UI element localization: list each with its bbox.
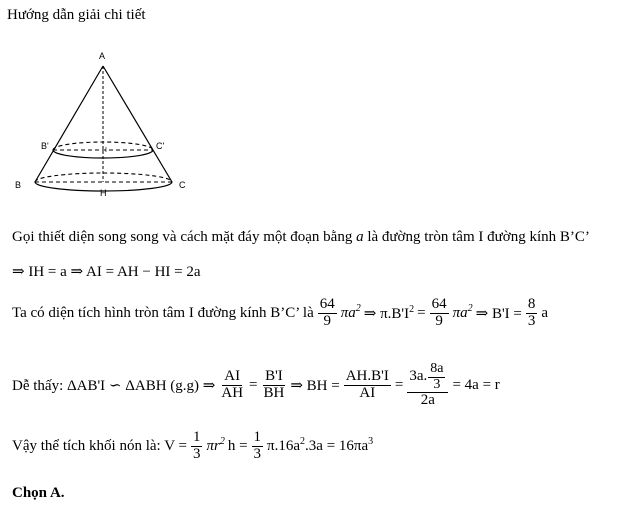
line4-f1-den: AH [221,385,244,402]
label-b: B [15,180,22,190]
cone-figure [0,38,210,203]
line4-f2-num: B'I [265,368,283,385]
line5-f2-num: 1 [253,429,262,445]
line4-f4-inner-num: 8a [430,361,444,376]
line5-exp: 2 [219,435,225,447]
statement-line-2: ⇒ IH = a ⇒ AI = AH − HI = 2a [12,264,201,280]
statement-line-5 [12,430,373,463]
label-a: A [99,51,106,61]
line5-mid2: π.16a [267,437,301,454]
line3-frac3-num: 8 [527,296,536,312]
cone-side-left [35,66,103,182]
label-i: I [105,147,107,154]
line3-frac3-den: 3 [527,312,536,329]
line4-f2-den: BH [263,385,285,402]
line3-frac1-den: 9 [323,312,332,329]
line3-frac-1 [318,297,337,330]
line3-frac1-num: 64 [319,296,335,312]
line3-frac2-den: 9 [435,312,443,329]
line5-mid1: πr [206,437,220,454]
line4-f4-num-pre: 3a. [409,368,428,385]
line4-eq1: = [249,377,258,394]
label-h: H [100,188,107,198]
statement-line-1 [12,229,590,246]
line4-frac-4 [407,362,448,409]
line4-frac-2 [262,369,287,402]
line4-f4-num [407,362,448,393]
answer: Chọn A. [12,485,65,501]
line5-frac-1 [191,430,203,463]
line3-after-frac1: πa [340,304,356,321]
line4-f4-den: 2a [420,392,435,409]
line4-f1-num: AI [224,368,241,385]
line4-f3-den: AI [359,385,376,402]
label-b-prime: B' [41,141,49,151]
line5-f1-den: 3 [192,445,201,462]
cone-side-right [103,66,172,182]
line3-implies-bi: ⇒ B'I = [475,305,522,322]
line5-mid1b: h = [227,437,248,454]
line3-mid: ⇒ π.B'I [363,305,410,322]
line3-exp-1: 2 [355,302,361,314]
line3-exp-2: 2 [409,303,415,315]
line4-frac-1 [219,369,245,402]
line4-result: = 4a = r [452,377,500,394]
line3-frac-2 [430,297,449,330]
line5-prefix: Vậy thể tích khối nón là: V = [12,437,187,454]
line3-after-frac2: πa [452,304,468,321]
line1-text-before: Gọi thiết diện song song và cách mặt đáy một đoạn bằng [12,229,357,245]
line3-prefix: Ta có diện tích hình tròn tâm I đường kính B’C’ là [12,304,314,321]
statement-line-3 [12,297,548,330]
line1-text-after: là đường tròn tâm I đường kính B’C’ [363,229,590,245]
line3-frac-3 [526,297,538,330]
line4-implies: ⇒ BH = [290,378,340,395]
line5-exp-3: 3 [368,435,374,447]
line4-eq2: = [394,377,404,394]
line3-exp-3: 2 [467,302,473,314]
line3-eq: = [417,304,426,321]
line1-var: a [356,229,364,245]
statement-line-4 [12,362,500,409]
line5-f1-num: 1 [192,429,201,445]
label-c: C [179,180,186,190]
line5-mid2b: .3a = 16πa [305,437,369,454]
line5-frac-2 [252,430,264,463]
line4-f3-num: AH.B'I [345,368,389,385]
line3-frac2-num: 64 [431,296,447,312]
line5-exp-2: 2 [300,435,306,447]
line4-f4-inner-frac [428,362,445,392]
label-c-prime: C' [156,141,165,151]
line5-f2-den: 3 [253,445,262,462]
line4-prefix: Dễ thấy: ΔAB'I ∽ ΔABH (g.g) ⇒ [12,378,216,395]
line4-frac-3 [344,369,391,402]
line3-tail: a [541,304,549,321]
line4-f4-inner-den: 3 [433,376,441,392]
heading: Hướng dẫn giải chi tiết [7,7,146,23]
